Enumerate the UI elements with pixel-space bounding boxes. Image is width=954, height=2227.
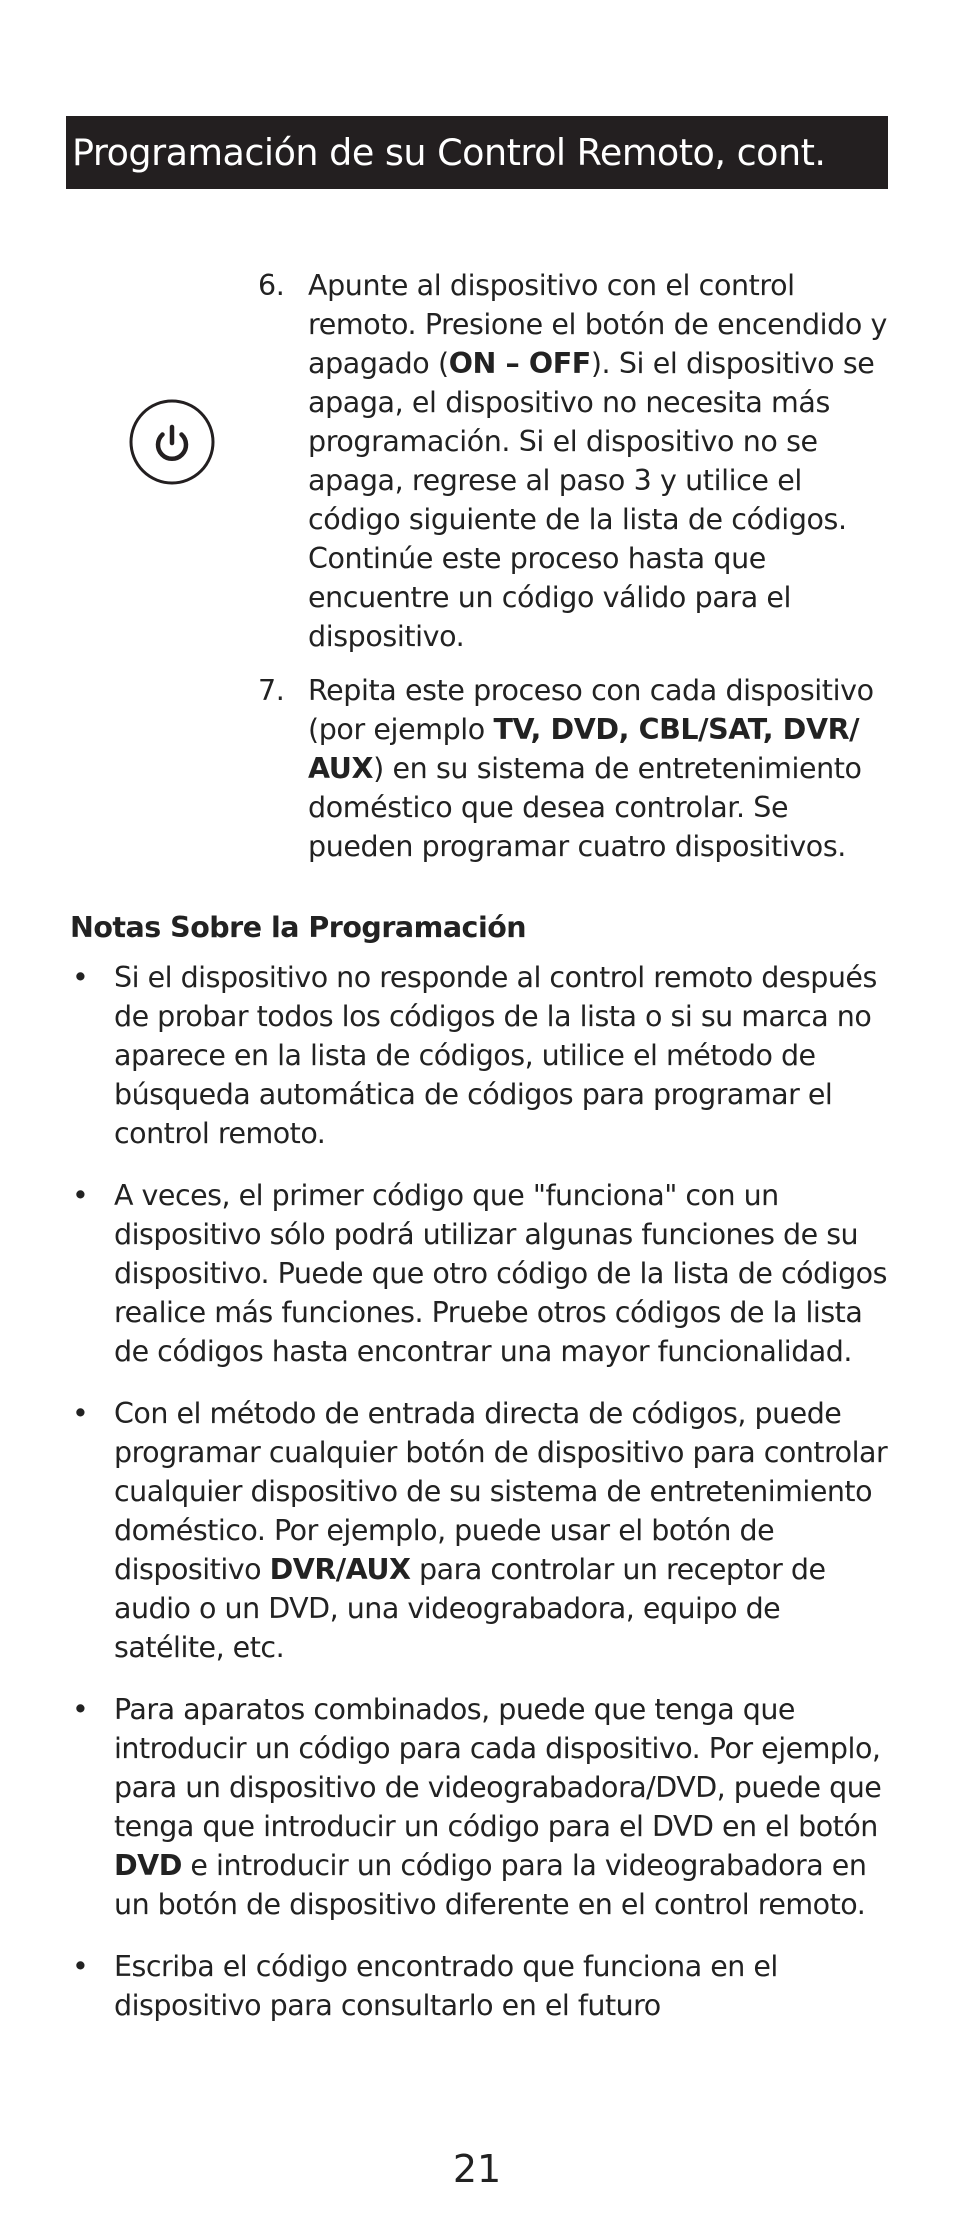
note-item <box>70 1176 892 1371</box>
bullet-icon: • <box>72 961 89 994</box>
note-item <box>70 1947 892 2025</box>
bullet-icon: • <box>72 1397 89 1430</box>
note-item <box>70 1394 892 1667</box>
note-text: para controlar un receptor de audio o un DVD, una videograbadora, equipo de satélite, etc. <box>114 1553 826 1664</box>
programming-steps <box>256 266 896 866</box>
step-7 <box>256 671 896 866</box>
note-text: Con el método de entrada directa de códigos, puede programar cualquier botón de dispositivo para controlar cualquier dispositivo de su sistema de entretenimiento doméstico. Por ejemplo, puede usar el botón de dispositivo <box>114 1397 888 1586</box>
page-number: 21 <box>452 2147 502 2191</box>
power-button-icon <box>128 398 216 486</box>
step-number: 7. <box>258 674 285 707</box>
note-text: Para aparatos combinados, puede que tenga que introducir un código para cada dispositivo. Por ejemplo, para un dispositivo de videograbadora/DVD, puede que tenga que introducir un código para el DVD en el botón <box>114 1693 882 1843</box>
step-text: Apunte al dispositivo con el control remoto. Presione el botón de encendido y apagado ( <box>308 269 888 380</box>
programming-notes <box>70 958 892 2025</box>
page-title-bar <box>66 116 888 189</box>
note-text: Si el dispositivo no responde al control remoto después de probar todos los códigos de la lista o si su marca no aparece en la lista de códigos, utilice el método de búsqueda automática de códigos para programar el control remoto. <box>114 961 877 1150</box>
dvr-aux-label: DVR/AUX <box>269 1553 411 1586</box>
page-title: Programación de su Control Remoto, cont. <box>72 131 826 174</box>
step-6 <box>256 266 896 656</box>
note-item <box>70 958 892 1153</box>
bullet-icon: • <box>72 1179 89 1212</box>
device-buttons-label: TV, DVD, CBL/SAT, DVR/ AUX <box>308 713 860 785</box>
note-text: e introducir un código para la videograbadora en un botón de dispositivo diferente en el control remoto. <box>114 1849 867 1921</box>
step-text: Repita este proceso con cada dispositivo (por ejemplo <box>308 674 874 746</box>
note-text: Escriba el código encontrado que funciona en el dispositivo para consultarlo en el futuro <box>114 1950 778 2022</box>
bullet-icon: • <box>72 1693 89 1726</box>
step-text: ). Si el dispositivo se apaga, el dispositivo no necesita más programación. Si el dispositivo no se apaga, regrese al paso 3 y utilice el código siguiente de la lista de códigos. Continúe este proceso hasta que encuentre un código válido para el dispositivo. <box>308 347 875 653</box>
dvd-label: DVD <box>114 1849 182 1882</box>
note-text: A veces, el primer código que "funciona" con un dispositivo sólo podrá utilizar algunas funciones de su dispositivo. Puede que otro código de la lista de códigos realice más funciones. Pruebe otros códigos de la lista de códigos hasta encontrar una mayor funcionalidad. <box>114 1179 887 1368</box>
note-item <box>70 1690 892 1924</box>
step-text: ) en su sistema de entretenimiento doméstico que desea controlar. Se pueden programar cuatro dispositivos. <box>308 752 862 863</box>
on-off-button-label: ON – OFF <box>448 347 591 380</box>
step-number: 6. <box>258 269 285 302</box>
bullet-icon: • <box>72 1950 89 1983</box>
notes-heading: Notas Sobre la Programación <box>70 911 527 944</box>
